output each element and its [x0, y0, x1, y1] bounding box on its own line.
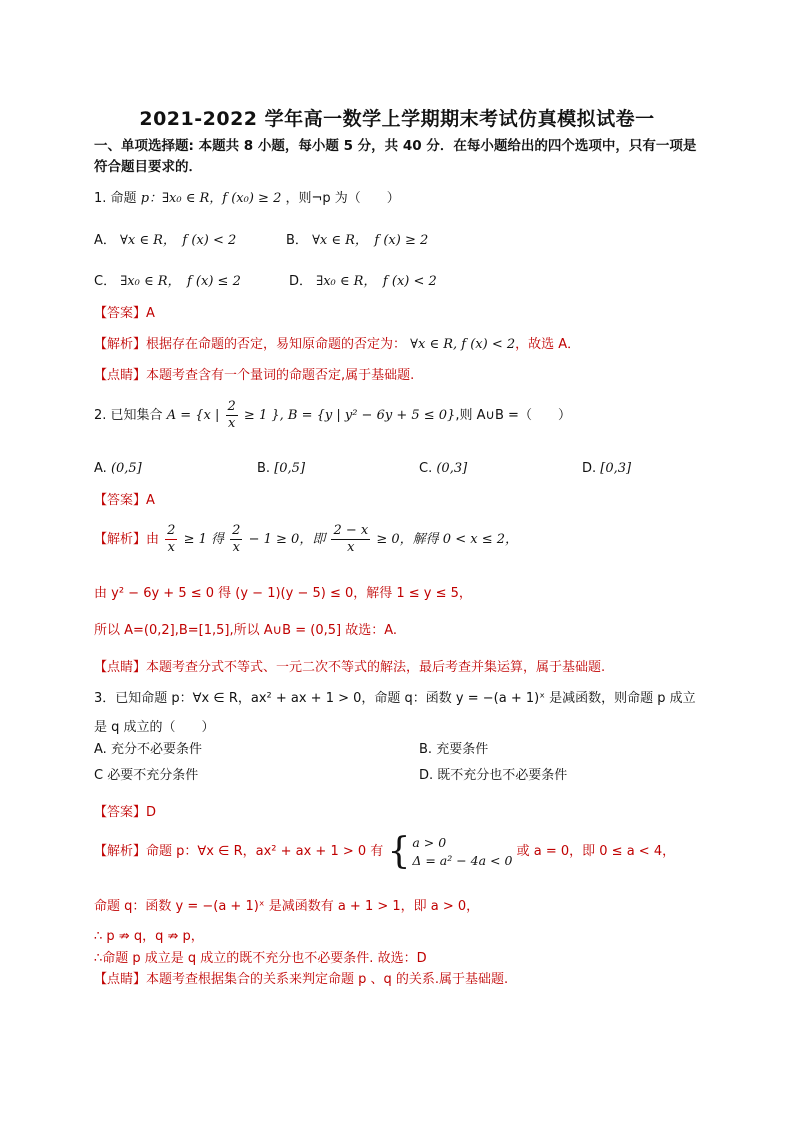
- answer-value: A: [146, 306, 155, 321]
- option-text: 必要不充分条件: [107, 768, 199, 783]
- answer-tag: 【答案】: [94, 805, 147, 820]
- comment-tag: 【点睛】: [94, 660, 147, 675]
- option-text: [0,5]: [274, 461, 306, 476]
- q3-option-c: [94, 767, 198, 785]
- analysis-fraction: [165, 523, 177, 556]
- comment-text: 本题考查根据集合的关系来判定命题 p 、q 的关系.属于基础题.: [146, 972, 509, 987]
- q1-stem-prefix: 1. 命题: [94, 191, 137, 206]
- cases-system: [387, 830, 513, 872]
- fraction-numerator: 2 − x: [333, 523, 369, 538]
- analysis-part: 由: [146, 532, 160, 547]
- q2-set-a-left: A = {x |: [166, 408, 220, 423]
- fraction-numerator: 2: [167, 523, 176, 538]
- q2-option-b: [257, 460, 305, 478]
- option-text: (0,5]: [110, 461, 142, 476]
- q1-comment: [94, 367, 414, 385]
- answer-value: A: [146, 493, 155, 508]
- q2-analysis: [94, 522, 518, 558]
- q2-set-a-right: ≥ 1 }: [243, 408, 280, 423]
- option-text: [0,3]: [600, 461, 632, 476]
- q3-analysis-line2: 命题 q：函数 y = −(a + 1)ˣ 是减函数有 a + 1 > 1，即 a > 0，: [94, 899, 480, 914]
- q3-analysis: [94, 830, 675, 874]
- analysis-part: 命题 p：∀x ∈ R，ax² + ax + 1 > 0 有: [146, 844, 384, 859]
- section-heading-line1: 一、单项选择题: 本题共 8 小题，每小题 5 分，共 40 分．在每小题给出的四个选项中，只有一项是: [94, 138, 697, 154]
- q2-set-b: , B = {y | y² − 6y + 5 ≤ 0}: [279, 408, 456, 423]
- analysis-tag: 【解析】: [94, 844, 147, 859]
- case-line: a > 0: [412, 834, 447, 850]
- option-label: C．: [94, 274, 117, 289]
- q1-stem-suffix: ，则¬p 为（ ）: [285, 191, 400, 206]
- q1-stem: [94, 190, 400, 208]
- q3-stem-line1: 3．已知命题 p：∀x ∈ R，ax² + ax + 1 > 0，命题 q：函数 y = −(a + 1)ˣ 是减函数，则命题 p 成立: [94, 691, 696, 706]
- answer-tag: 【答案】: [94, 493, 147, 508]
- comment-text: 本题考查分式不等式、一元二次不等式的解法，最后考查并集运算，属于基础题.: [146, 660, 606, 675]
- option-text: (0,3]: [436, 461, 468, 476]
- q1-option-b: [286, 232, 428, 250]
- q2-answer: [94, 492, 155, 510]
- q3-option-a: [94, 741, 202, 759]
- q2-stem: [94, 398, 571, 434]
- option-label: D.: [582, 461, 597, 476]
- option-label: D．: [289, 274, 313, 289]
- q1-analysis: [94, 336, 580, 354]
- option-text: ∃x₀ ∈ R， f (x) < 2: [316, 274, 437, 289]
- analysis-part: − 1 ≥ 0，即: [248, 532, 326, 547]
- option-text: 既不充分也不必要条件: [437, 768, 568, 783]
- q1-answer: [94, 305, 155, 323]
- analysis-part: ≥ 0，解得 0 < x ≤ 2，: [376, 532, 518, 547]
- option-label: C: [94, 768, 104, 783]
- q1-option-c: [94, 273, 241, 291]
- option-text: ∀x ∈ R， f (x) ≥ 2: [312, 233, 429, 248]
- option-label: B．: [286, 233, 308, 248]
- fraction-denominator: x: [232, 540, 240, 555]
- q1-stem-math: p：∃x₀ ∈ R，f (x₀) ≥ 2: [140, 191, 282, 206]
- q1-option-d: [289, 273, 437, 291]
- analysis-part: 或 a = 0，即 0 ≤ a < 4，: [516, 844, 676, 859]
- fraction-denominator: x: [227, 416, 236, 431]
- q2-option-c: [419, 460, 467, 478]
- q3-analysis-line4: ∴命题 p 成立是 q 成立的既不充分也不必要条件. 故选：D: [94, 951, 427, 966]
- q2-stem-suffix: ,则 A∪B =（ ）: [455, 408, 571, 423]
- option-text: ∀x ∈ R， f (x) < 2: [120, 233, 237, 248]
- fraction-denominator: x: [167, 540, 175, 555]
- comment-text: 本题考查含有一个量词的命题否定,属于基础题.: [146, 368, 415, 383]
- analysis-fraction: [230, 523, 242, 556]
- q3-analysis-line3: ∴ p ⇏ q，q ⇏ p，: [94, 929, 204, 944]
- q2-stem-prefix: 2. 已知集合: [94, 408, 163, 423]
- fraction-denominator: x: [347, 540, 355, 555]
- q3-option-b: [419, 741, 488, 759]
- option-label: C.: [419, 461, 433, 476]
- analysis-text: 根据存在命题的否定，易知原命题的否定为：: [146, 337, 407, 352]
- q1-option-a: [94, 232, 236, 250]
- option-label: B.: [257, 461, 271, 476]
- analysis-part: ≥ 1 得: [183, 532, 225, 547]
- case-line: Δ = a² − 4a < 0: [412, 852, 513, 868]
- section-heading-line2: 符合题目要求的．: [94, 159, 202, 175]
- option-label: A．: [94, 233, 116, 248]
- q2-option-d: [582, 460, 631, 478]
- answer-tag: 【答案】: [94, 306, 147, 321]
- left-brace-icon: {: [387, 830, 411, 872]
- fraction-numerator: 2: [227, 399, 236, 414]
- q2-comment: [94, 659, 605, 677]
- comment-tag: 【点睛】: [94, 368, 147, 383]
- analysis-tag: 【解析】: [94, 532, 147, 547]
- analysis-tag: 【解析】: [94, 337, 147, 352]
- fraction-numerator: 2: [232, 523, 241, 538]
- page-title: 2021-2022 学年高一数学上学期期末考试仿真模拟试卷一: [139, 108, 655, 130]
- option-label: D.: [419, 768, 434, 783]
- q3-answer: [94, 804, 156, 822]
- option-text: 充分不必要条件: [110, 742, 202, 757]
- option-text: ∃x₀ ∈ R， f (x) ≤ 2: [120, 274, 241, 289]
- cases-lines: [412, 834, 512, 870]
- q2-option-a: [94, 460, 142, 478]
- analysis-fraction: [331, 523, 370, 556]
- analysis-math: ∀x ∈ R, f (x) < 2: [410, 337, 516, 352]
- q2-analysis-line2: 由 y² − 6y + 5 ≤ 0 得 (y − 1)(y − 5) ≤ 0，解得 1 ≤ y ≤ 5，: [94, 586, 472, 601]
- option-text: 充要条件: [436, 742, 489, 757]
- q3-option-d: [419, 767, 567, 785]
- option-label: A.: [94, 461, 107, 476]
- analysis-end: ，故选 A．: [515, 337, 581, 352]
- q2-set-a-fraction: [226, 399, 238, 432]
- comment-tag: 【点睛】: [94, 972, 147, 987]
- q3-comment: [94, 971, 508, 989]
- option-label: B.: [419, 742, 433, 757]
- q3-stem-line2: 是 q 成立的（ ）: [94, 720, 215, 735]
- q2-analysis-line3: 所以 A=(0,2],B=[1,5],所以 A∪B = (0,5] 故选：A.: [94, 623, 397, 638]
- answer-value: D: [146, 805, 157, 820]
- option-label: A.: [94, 742, 107, 757]
